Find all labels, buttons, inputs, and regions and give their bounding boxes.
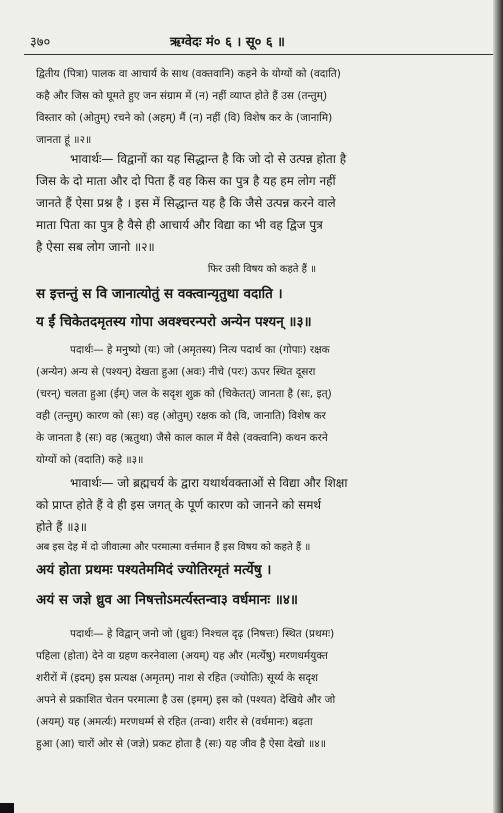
text-line: विस्तार को (ओतुम्) रचने को (अहम्) मैं (न) नहीं (वि) विशेष कर के (जानामि) — [36, 112, 333, 124]
mantra-line: य ईं चिकेतदमृतस्य गोपा अवश्चरन्परो अन्येन पश्यन् ॥३॥ — [36, 314, 312, 330]
scan-corner-mark — [0, 803, 14, 813]
running-title: ऋग्वेदः मं० ६ । सू० ६ ॥ — [170, 35, 285, 50]
text-line: माता पिता का पुत्र है वैसे ही आचार्य और विद्या का भी वह द्विज पुत्र — [36, 218, 323, 232]
text-line: (चरन्) चलता हुआ (ईम्) जल के सदृश शुक्र को (चिकेतत्) जानता है (सः, इत्) — [36, 388, 332, 400]
text-line: हुआ (आ) चारों ओर से (जज्ञे) प्रकट होता है (सः) यह जीव है ऐसा देखो ॥४॥ — [36, 738, 326, 750]
text-line: जिस के दो माता और दो पिता हैं वह किस का पुत्र है यह हम लोग नहीं — [36, 174, 336, 188]
text-line: को प्राप्त होते हैं वे ही इस जगत् के पूर्ण कारण को जानने को समर्थ — [36, 498, 322, 512]
padartha-line: पदार्थः— हे मनुष्यो (यः) जो (अमृतस्य) नित्य पदार्थ का (गोपाः) रक्षक — [70, 344, 330, 356]
text-line: जानते हैं ऐसा प्रश्न है । इस में सिद्धान्त यह है कि जैसे उत्पन्न करने वाले — [36, 196, 336, 210]
text-line: कहै और जिस को घूमते हुए जन संग्राम में (न) नहीं व्याप्त होते हैं उस (तन्तुम्) — [36, 90, 328, 102]
text-line: योग्यों को (वदाति) कहे ॥३॥ — [36, 454, 144, 466]
section-intro: फिर उसी विषय को कहते हैं ॥ — [207, 264, 317, 275]
mantra-line: अयं स जज्ञे ध्रुव आ निषत्तोऽमर्त्यस्तन्वा३ वर्धमानः ॥४॥ — [36, 592, 298, 608]
text-line: वही (तन्तुम्) कारण को (सः) वह (ओतुम्) रक्षक को (वि, जानाति) विशेष कर — [36, 410, 326, 422]
text-line: के जानता है (सः) वह (ऋतुथा) जैसे काल काल में वैसे (वक्त्वानि) कथन करने — [36, 432, 328, 444]
text-line: (अयम्) यह (अमर्त्यः) मरणधर्म्म से रहित (तन्वा) शरीर से (वर्धमानः) बढ़ता — [36, 716, 313, 728]
mantra-line: स इत्तन्तुं स वि जानात्योतुं स वक्त्वान्यृतुथा वदाति । — [36, 286, 283, 302]
page-number: ३७० — [30, 35, 51, 50]
text-line: शरीरों में (इदम्) इस प्रत्यक्ष (अमृतम्) नाश से रहित (ज्योतिः) सूर्य्य के सदृश — [36, 672, 319, 684]
text-line: जानता हूं ॥२॥ — [36, 134, 92, 146]
page-header — [30, 32, 491, 52]
padartha-line: पदार्थः— हे विद्वान् जनो जो (ध्रुवः) निश्चल दृढ़ (निषत्तः) स्थित (प्रथमः) — [70, 628, 335, 640]
text-line: है ऐसा सब लोग जानो ॥२॥ — [36, 240, 155, 254]
scan-edge-shadow — [493, 0, 503, 813]
text-line: अपने से प्रकाशित चेतन परमात्मा है उस (इमम्) इस को (पश्यत) देखिये और जो — [36, 694, 336, 706]
bhavartha-line: भावार्थः— विद्वानों का यह सिद्धान्त है कि जो दो से उत्पन्न होता है — [70, 152, 347, 166]
text-line: पहिला (होता) देने वा ग्रहण करनेवाला (अयम्) यह और (मर्त्येषु) मरणधर्मयुक्त — [36, 650, 328, 662]
bhavartha-line: भावार्थः— जो ब्रह्मचर्य के द्वारा यथार्थवक्ताओं से विद्या और शिक्षा — [70, 476, 348, 490]
text-line: होते हैं ॥३॥ — [36, 520, 87, 534]
header-rule — [24, 54, 493, 55]
text-line: द्वितीय (पित्रा) पालक वा आचार्य के साथ (वक्तवानि) कहने के योग्यों को (वदाति) — [36, 68, 341, 80]
mantra-line: अयं होता प्रथमः पश्यतेममिदं ज्योतिरमृतं मर्त्येषु । — [36, 562, 272, 578]
section-intro: अब इस देह में दो जीवात्मा और परमात्मा वर्त्तमान हैं इस विषय को कहते हैं ॥ — [36, 542, 311, 553]
text-line: (अन्येन) अन्य से (पश्यन्) देखता हुआ (अवः) नीचे (परः) ऊपर स्थित दूसरा — [36, 366, 316, 378]
